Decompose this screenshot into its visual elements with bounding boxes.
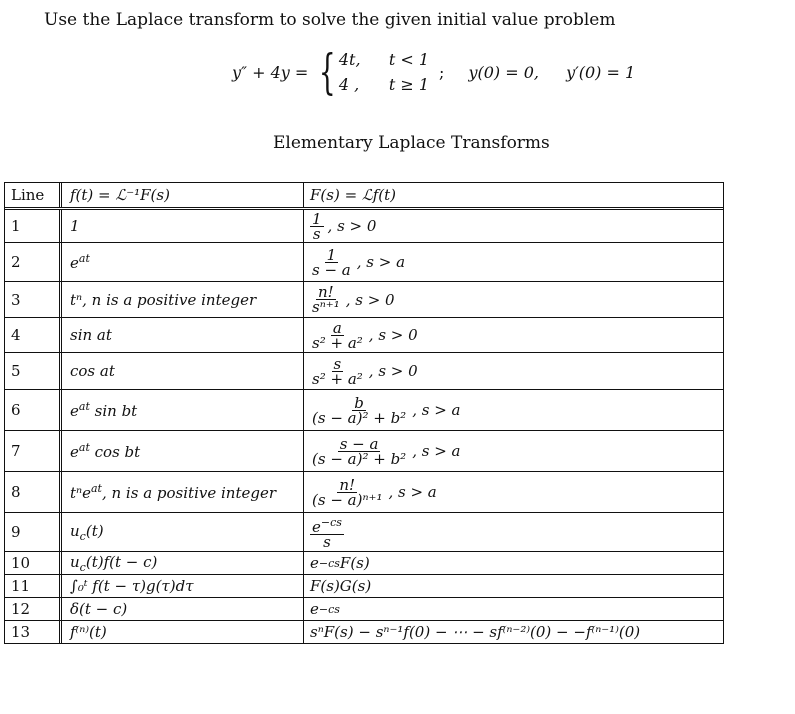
row-line-number: 12 xyxy=(5,598,62,620)
table-row xyxy=(5,472,723,513)
row-F-of-s xyxy=(304,210,723,242)
row-line-number: 5 xyxy=(5,353,62,389)
row-line-number: 8 xyxy=(5,472,62,512)
fraction-denominator: sⁿ⁺¹ xyxy=(312,298,340,316)
fraction xyxy=(310,475,384,509)
row-line-number: 2 xyxy=(5,243,62,281)
row-f-of-t: δ(t − c) xyxy=(62,598,304,620)
initial-condition-yprime: y′(0) = 1 xyxy=(566,62,636,82)
row-f-of-t: cos at xyxy=(62,353,304,389)
table-header xyxy=(5,183,723,210)
table-row xyxy=(5,282,723,318)
row-f-of-t: $u_c(t)f(t - c)$ xyxy=(62,552,304,574)
condition: , s > a xyxy=(412,442,461,460)
condition: , s > 0 xyxy=(345,290,395,309)
case-1-value: 4t, xyxy=(338,50,361,69)
fraction-denominator: s − a xyxy=(312,260,351,279)
row-F-of-s: e −cs F(s) xyxy=(310,554,370,572)
row-f-of-t: ∫₀ᵗ f(t − τ)g(τ)dτ xyxy=(62,575,304,597)
table-row xyxy=(5,353,723,390)
row-F-of-s xyxy=(304,353,723,389)
row-F-of-s: e −cs xyxy=(310,600,340,618)
case-2 xyxy=(339,75,429,94)
table-row xyxy=(5,318,723,353)
fraction-numerator: 1 xyxy=(326,245,337,264)
header-F: F(s) = ℒf(t) xyxy=(310,186,397,204)
equation-lhs: y″ + 4y = xyxy=(232,62,309,82)
table-title: Elementary Laplace Transforms xyxy=(273,133,550,153)
row-F-of-s xyxy=(304,472,723,512)
row-f-of-t: sin at xyxy=(62,318,304,352)
piecewise-cases xyxy=(339,50,429,94)
fraction-denominator: s xyxy=(312,224,321,242)
fraction xyxy=(310,354,365,388)
row-line-number: 10 xyxy=(5,552,62,574)
row-f-of-t: $e^{at}$ xyxy=(62,243,304,281)
fraction-denominator: s xyxy=(323,532,331,551)
fraction xyxy=(310,393,408,427)
table-row xyxy=(5,598,723,621)
row-F-of-s xyxy=(304,318,723,352)
table-row xyxy=(5,210,723,243)
table-row xyxy=(5,243,723,282)
table-row xyxy=(5,390,723,431)
row-line-number: 11 xyxy=(5,575,62,597)
row-f-of-t: f⁽ⁿ⁾(t) xyxy=(62,621,304,643)
fraction xyxy=(310,285,342,314)
table-row xyxy=(5,575,723,598)
fraction xyxy=(310,318,365,352)
row-F-of-s: F(s)G(s) xyxy=(310,577,372,595)
row-F-of-s xyxy=(304,282,723,317)
condition: , s > a xyxy=(388,483,437,501)
fraction xyxy=(310,245,353,279)
fraction-denominator: (s − a)² + b² xyxy=(312,408,407,427)
condition: , s > a xyxy=(356,253,406,271)
fraction-numerator: 1 xyxy=(312,210,322,228)
fraction xyxy=(310,212,324,241)
row-line-number: 6 xyxy=(5,390,62,430)
fraction-denominator: s² + a² xyxy=(312,333,363,352)
fraction-numerator: s − a xyxy=(339,434,379,453)
condition: , s > 0 xyxy=(368,326,418,344)
row-f-of-t: $u_c(t)$ xyxy=(62,513,304,551)
initial-value-problem xyxy=(232,44,657,100)
row-f-of-t: $e^{at}$ sin bt xyxy=(62,390,304,430)
row-F-of-s xyxy=(304,513,723,551)
row-f-of-t: tⁿe$^{at}$, n is a positive integer xyxy=(62,472,304,512)
fraction-numerator: n! xyxy=(339,475,356,494)
fraction-numerator: $e^{-cs}$ xyxy=(312,515,342,536)
fraction-denominator: (s − a)ⁿ⁺¹ xyxy=(312,490,383,509)
row-F-of-s: sⁿF(s) − sⁿ⁻¹f(0) − ⋯ − sf⁽ⁿ⁻²⁾(0) − −f⁽ⁿ⁻¹⁾(0) xyxy=(310,623,641,641)
fraction-numerator: n! xyxy=(318,283,334,301)
row-f-of-t: tⁿ, n is a positive integer xyxy=(62,282,304,317)
problem-prompt: Use the Laplace transform to solve the given initial value problem xyxy=(44,10,616,30)
row-F-of-s xyxy=(304,243,723,281)
row-F-of-s xyxy=(304,390,723,430)
table-row xyxy=(5,513,723,552)
case-1 xyxy=(339,50,429,69)
row-line-number: 9 xyxy=(5,513,62,551)
table-row xyxy=(5,431,723,472)
row-line-number: 1 xyxy=(5,210,62,242)
fraction-numerator: s xyxy=(333,354,342,373)
fraction-denominator: (s − a)² + b² xyxy=(312,449,407,468)
row-line-number: 4 xyxy=(5,318,62,352)
row-f-of-t: 1 xyxy=(62,210,304,242)
condition: , s > a xyxy=(412,401,461,419)
fraction-numerator: a xyxy=(332,318,342,337)
row-line-number: 13 xyxy=(5,621,62,643)
left-brace: { xyxy=(319,44,336,100)
laplace-table xyxy=(4,182,724,644)
initial-condition-y: y(0) = 0, xyxy=(468,62,539,82)
case-2-condition: t ≥ 1 xyxy=(388,75,430,94)
header-line: Line xyxy=(5,183,62,207)
separator: ; xyxy=(439,62,445,82)
fraction xyxy=(310,516,344,549)
condition: , s > 0 xyxy=(368,362,418,380)
table-row xyxy=(5,621,723,643)
row-F-of-s xyxy=(304,431,723,471)
table-row xyxy=(5,552,723,575)
initial-conditions xyxy=(468,63,657,82)
row-line-number: 3 xyxy=(5,282,62,317)
row-f-of-t: $e^{at}$ cos bt xyxy=(62,431,304,471)
case-1-condition: t < 1 xyxy=(388,50,430,69)
fraction-numerator: b xyxy=(354,393,364,412)
case-2-value: 4 , xyxy=(338,75,360,94)
fraction xyxy=(310,434,408,468)
row-line-number: 7 xyxy=(5,431,62,471)
header-f: f(t) = ℒ⁻¹F(s) xyxy=(62,183,304,207)
fraction-denominator: s² + a² xyxy=(312,369,363,388)
condition: , s > 0 xyxy=(327,217,377,235)
